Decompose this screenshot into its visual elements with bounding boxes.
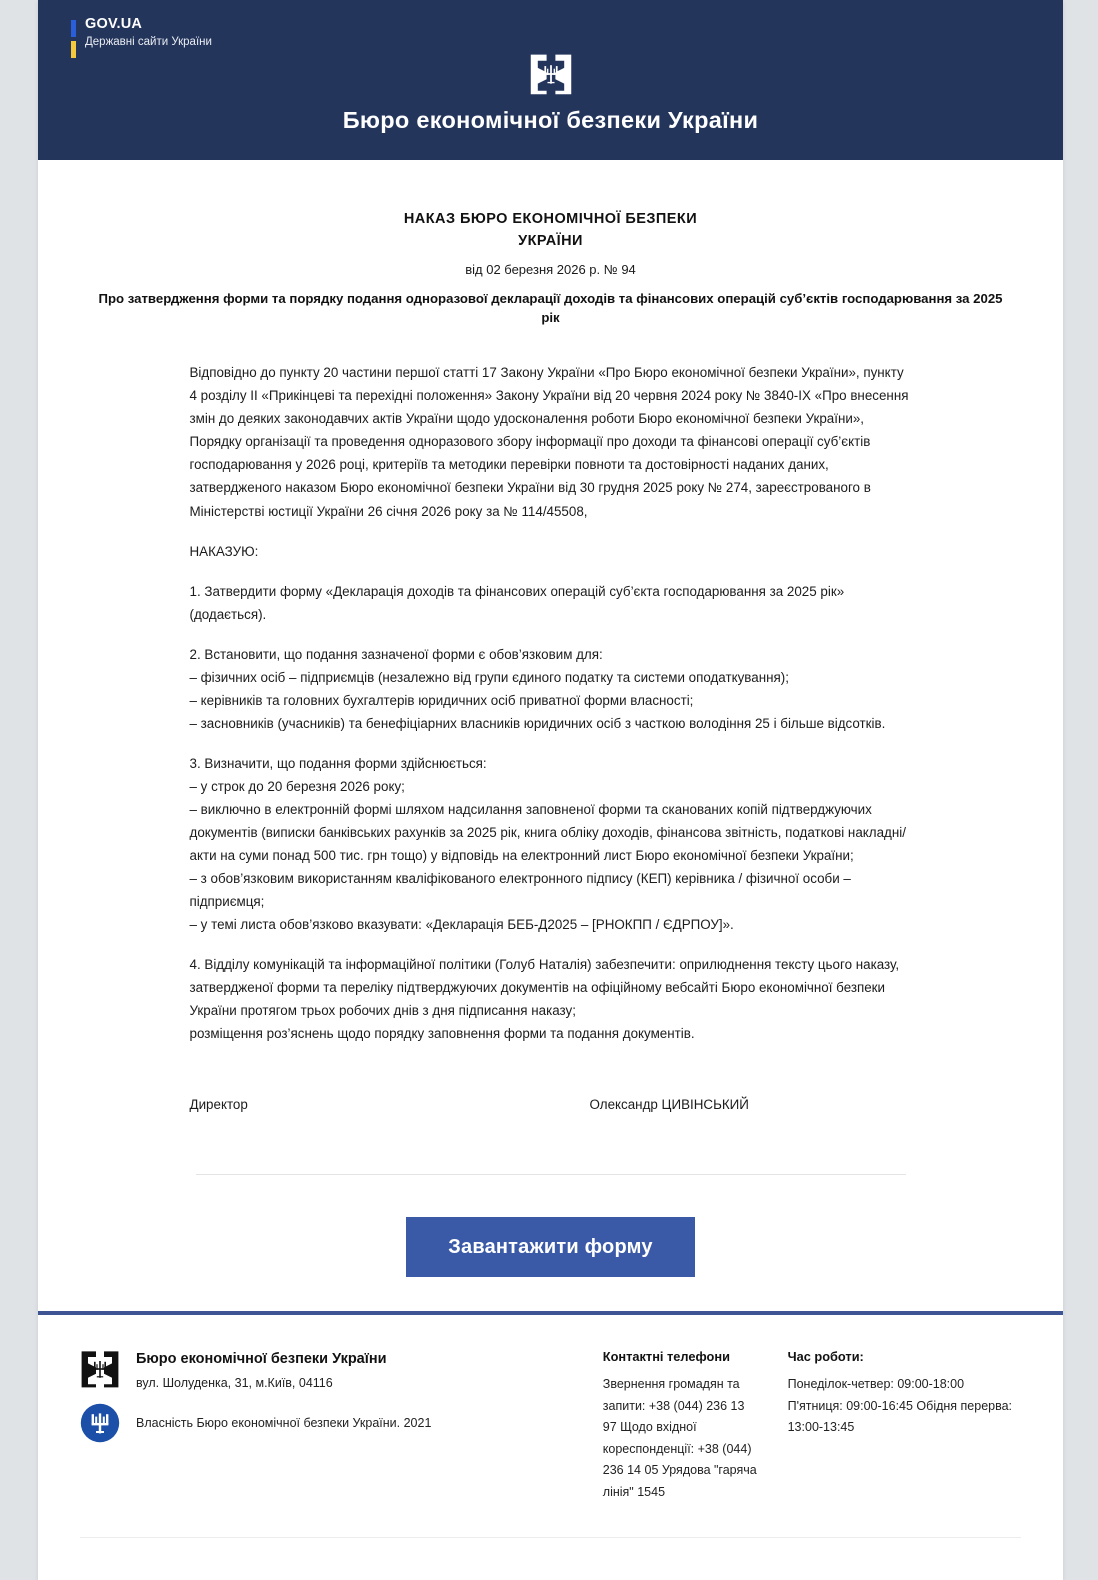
item-3-lead: 3. Визначити, що подання форми здійснюється: <box>189 755 487 771</box>
item-3-bullet-4: – у темі листа обов’язково вказувати: «Декларація БЕБ-Д2025 – [РНОКПП / ЄДРПОУ]». <box>189 917 734 933</box>
block-item-4 <box>190 953 912 1045</box>
item-2-bullet-1: – фізичних осіб – підприємців (незалежно від групи єдиного податку та системи оподаткування); <box>189 669 789 685</box>
site-header <box>38 0 1063 160</box>
footer-hours-column <box>788 1349 1021 1438</box>
download-form-button[interactable]: Завантажити форму <box>406 1217 694 1277</box>
organization-title: Бюро економічної безпеки України <box>342 107 759 133</box>
footer-ownership: Власність Бюро економічної безпеки України. 2021 <box>136 1415 432 1430</box>
item-4-lead: 4. Відділу комунікацій та інформаційної політики (Голуб Наталія) забезпечити: оприлюднення тексту цього наказу, затвердженої форми та переліку підтверджуючих документів на офіційному вебсайті Бюро економічної безпеки України протягом трьох робочих днів з дня підписання наказу; <box>189 957 900 1019</box>
block-item-2 <box>190 643 912 735</box>
footer-contacts-text: Звернення громадян та запити: +38 (044) 236 13 97 Щодо вхідної кореспонденції: +38 (044) 236 14 05 Урядова "гаряча лінія" 1545 <box>602 1377 757 1499</box>
content-divider <box>196 1174 906 1175</box>
page-card <box>38 0 1063 1580</box>
header-center-block <box>38 52 1063 134</box>
item-3-bullet-1: – у строк до 20 березня 2026 року; <box>189 778 405 794</box>
document-kicker-line1: НАКАЗ БЮРО ЕКОНОМІЧНОЇ БЕЗПЕКИ <box>403 211 698 227</box>
item-3-bullet-2: – виключно в електронній формі шляхом надсилання заповненої форми та сканованих копій підтверджуючих документів (виписки банківських рахунків за 2025 рік, книга обліку доходів, фінансова звітність, податкові накладні/акти на суми понад 500 тис. грн тощо) у відповідь на електронний лист Бюро економічної безпеки України; <box>189 801 906 864</box>
footer-hours-text: Понеділок-четвер: 09:00-18:00 П'ятниця: 09:00-16:45 Обідня перерва: 13:00-13:45 <box>787 1377 1013 1435</box>
block-item-3 <box>190 752 912 936</box>
signature-row <box>190 1097 912 1112</box>
document-area <box>38 160 1063 1307</box>
paragraph-preamble: Відповідно до пункту 20 частини першої статті 17 Закону України «Про Бюро економічної безпеки України», пункту 4 розділу II «Прикінцеві та перехідні положення» Закону України від 20 червня 2024 року № 3840-IX «Про внесення змін до деяких законодавчих актів України щодо удосконалення роботи Бюро економічної безпеки України», Порядку організації та проведення одноразового збору інформації про доходи та фінансові операції суб’єктів господарювання у 2026 році, критеріїв та методики перевірки повноти та достовірності наданих даних, затвердженого наказом Бюро економічної безпеки України від 30 грудня 2025 року № 274, зареєстрованого в Міністерстві юстиції України 26 січня 2026 року за № 114/45508, <box>189 365 909 519</box>
document-subject: Про затвердження форми та порядку подання одноразової декларації доходів та фінансових операцій суб’єктів господарювання за 2025 рік <box>98 290 1003 326</box>
govua-logo-text: GOV.UA <box>85 16 143 32</box>
trident-circle-badge-icon <box>80 1403 120 1443</box>
document-heading <box>38 160 1063 327</box>
footer-brand-row <box>80 1349 603 1391</box>
paragraph-order-word: НАКАЗУЮ: <box>189 543 259 559</box>
beb-emblem-icon <box>529 52 573 96</box>
item-2-lead: 2. Встановити, що подання зазначеної форми є обов’язковим для: <box>189 646 603 662</box>
item-4-second: розміщення роз’яснень щодо порядку заповнення форми та подання документів. <box>189 1026 695 1042</box>
paragraph-item-1: 1. Затвердити форму «Декларація доходів та фінансових операцій суб’єкта господарювання за 2025 рік» (додається). <box>189 583 845 622</box>
download-button-wrap <box>38 1217 1063 1307</box>
signature-name: Олександр ЦИВІНСЬКИЙ <box>589 1097 749 1113</box>
flag-bar-blue <box>71 20 76 37</box>
footer-hours-title: Час роботи: <box>787 1349 864 1365</box>
item-2-bullet-3: – засновників (учасників) та бенефіціарних власників юридичних осіб з часткою володіння 25 і більше відсотків. <box>189 715 886 731</box>
document-date-number: від 02 березня 2026 р. № 94 <box>465 261 636 277</box>
footer-brand-column <box>80 1349 603 1443</box>
item-2-bullet-2: – керівників та головних бухгалтерів юридичних осіб приватної форми власності; <box>189 692 694 708</box>
footer-contacts-title: Контактні телефони <box>602 1349 730 1365</box>
footer-contacts-column <box>603 1349 760 1503</box>
footer-owner-row <box>80 1403 603 1443</box>
document-body <box>190 361 912 1045</box>
footer-address: вул. Шолуденка, 31, м.Київ, 04116 <box>136 1375 333 1390</box>
footer-brand-name: Бюро економічної безпеки України <box>136 1351 387 1368</box>
item-3-bullet-3: – з обов’язковим використанням кваліфікованого електронного підпису (КЕП) керівника / фізичної особи – підприємця; <box>189 871 851 910</box>
signature-role: Директор <box>189 1097 248 1113</box>
govua-subtitle: Державні сайти України <box>85 36 212 49</box>
site-footer <box>38 1315 1063 1503</box>
footer-spacer <box>38 1538 1063 1580</box>
beb-emblem-icon-footer <box>80 1349 120 1389</box>
document-kicker-line2: УКРАЇНИ <box>518 233 583 250</box>
